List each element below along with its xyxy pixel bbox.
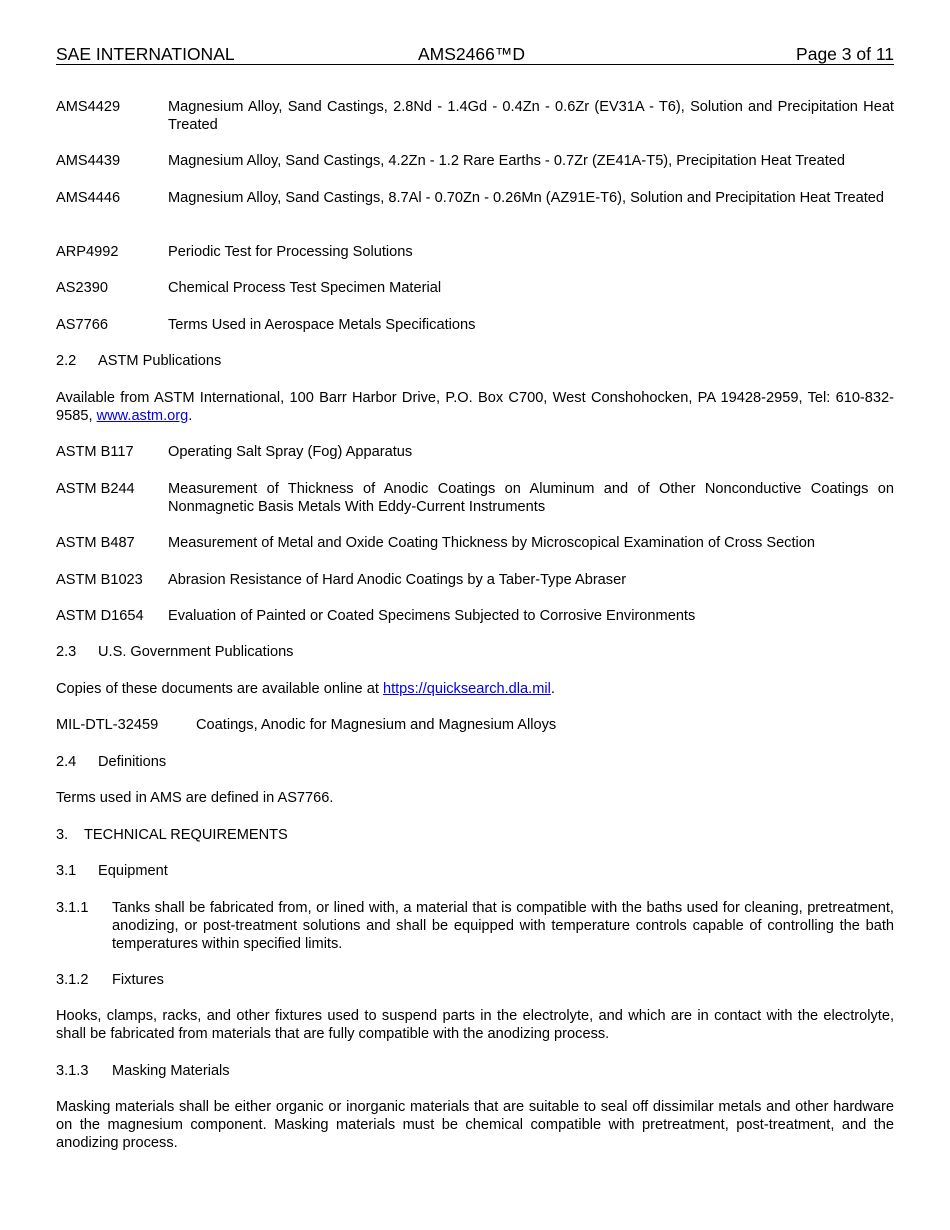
reference-title: Coatings, Anodic for Magnesium and Magnesium Alloys xyxy=(196,717,557,733)
fixtures-paragraph: Hooks, clamps, racks, and other fixtures used to suspend parts in the electrolyte, and which are in contact with the electrolyte, shall be fabricated from materials that are fully compatible with the anodizing process. xyxy=(56,1008,894,1042)
header-page-number: Page 3 of 11 xyxy=(796,44,894,64)
paragraph-text: Tanks shall be fabricated from, or lined with, a material that is compatible with the baths used for cleaning, pretreatment, anodizing, or post-treatment solutions and shall be equipped with temperature controls capable of controlling the bath temperatures within specified limits. xyxy=(112,900,894,952)
section-title: Masking Materials xyxy=(112,1063,230,1079)
reference-title: Periodic Test for Processing Solutions xyxy=(168,244,413,260)
reference-entry xyxy=(56,279,894,297)
reference-title: Chemical Process Test Specimen Material xyxy=(168,280,442,296)
reference-code: AS2390 xyxy=(56,280,108,296)
reference-entry xyxy=(56,243,894,261)
reference-code: MIL-DTL-32459 xyxy=(56,717,159,733)
reference-code: ARP4992 xyxy=(56,244,119,260)
section-number: 2.3 xyxy=(56,644,77,660)
section-title: TECHNICAL REQUIREMENTS xyxy=(84,827,288,843)
trailing-period: . xyxy=(550,681,555,697)
section-number: 3.1.3 xyxy=(56,1063,89,1079)
trailing-period: . xyxy=(188,408,193,424)
section-number: 2.4 xyxy=(56,754,77,770)
reference-code: ASTM D1654 xyxy=(56,608,144,624)
section-heading-3-1 xyxy=(56,862,894,880)
reference-entry xyxy=(56,152,894,170)
reference-entry xyxy=(56,189,894,207)
section-3-1-1-paragraph xyxy=(56,899,894,953)
reference-entry xyxy=(56,571,894,589)
reference-code: AMS4439 xyxy=(56,153,121,169)
reference-title: Magnesium Alloy, Sand Castings, 2.8Nd - 1.4Gd - 0.4Zn - 0.6Zr (EV31A - T6), Solution and Precipitation Heat Treated xyxy=(168,99,894,133)
section-number: 3.1.2 xyxy=(56,972,89,988)
availability-text: Available from ASTM International, 100 Barr Harbor Drive, P.O. Box C700, West Conshohocken, PA 19428-2959, Tel: 610-832-9585, xyxy=(56,390,894,424)
section-title: ASTM Publications xyxy=(98,353,222,369)
reference-code: AMS4429 xyxy=(56,99,121,115)
reference-code: AS7766 xyxy=(56,317,108,333)
section-heading-3 xyxy=(56,826,894,844)
section-heading-2-3 xyxy=(56,643,894,661)
page-header xyxy=(56,44,894,65)
reference-entry xyxy=(56,480,894,516)
section-title: Fixtures xyxy=(112,972,164,988)
section-heading-3-1-2 xyxy=(56,971,894,989)
section-title: U.S. Government Publications xyxy=(98,644,294,660)
section-number: 3. xyxy=(56,827,69,843)
section-heading-2-2 xyxy=(56,352,894,370)
reference-title: Magnesium Alloy, Sand Castings, 4.2Zn - 1.2 Rare Earths - 0.7Zr (ZE41A-T5), Precipitation Heat Treated xyxy=(168,153,846,169)
reference-code: ASTM B244 xyxy=(56,481,135,497)
section-number: 3.1.1 xyxy=(56,900,89,916)
reference-entry xyxy=(56,607,894,625)
masking-materials-paragraph: Masking materials shall be either organic or inorganic materials that are suitable to seal off dissimilar metals and other hardware on the magnesium component. Masking materials must be chemical compatible with pretreatment, post-treatment, and the anodizing process. xyxy=(56,1099,894,1151)
reference-title: Terms Used in Aerospace Metals Specifications xyxy=(168,317,476,333)
reference-entry xyxy=(56,98,894,134)
section-title: Equipment xyxy=(98,863,168,879)
reference-entry xyxy=(56,443,894,461)
reference-code: ASTM B487 xyxy=(56,535,135,551)
reference-title: Measurement of Metal and Oxide Coating Thickness by Microscopical Examination of Cross Section xyxy=(168,535,816,551)
reference-title: Operating Salt Spray (Fog) Apparatus xyxy=(168,444,413,460)
reference-entry xyxy=(56,534,894,552)
section-title: Definitions xyxy=(98,754,167,770)
reference-code: ASTM B117 xyxy=(56,444,134,460)
reference-code: ASTM B1023 xyxy=(56,572,143,588)
government-availability-paragraph xyxy=(56,680,894,698)
quicksearch-link[interactable]: https://quicksearch.dla.mil xyxy=(382,681,551,697)
section-heading-3-1-3 xyxy=(56,1062,894,1080)
reference-code: AMS4446 xyxy=(56,190,121,206)
astm-availability-paragraph xyxy=(56,389,894,425)
reference-title: Measurement of Thickness of Anodic Coatings on Aluminum and of Other Nonconductive Coatings on Nonmagnetic Basis Metals With Eddy-Current Instruments xyxy=(168,481,894,515)
astm-website-link[interactable]: www.astm.org xyxy=(96,408,189,424)
reference-title: Magnesium Alloy, Sand Castings, 8.7Al - 0.70Zn - 0.26Mn (AZ91E-T6), Solution and Precipitation Heat Treated xyxy=(168,190,884,206)
section-number: 3.1 xyxy=(56,863,77,879)
availability-text: Copies of these documents are available online at xyxy=(56,681,383,697)
section-heading-2-4 xyxy=(56,753,894,771)
definitions-paragraph: Terms used in AMS are defined in AS7766. xyxy=(56,790,334,806)
reference-entry xyxy=(56,716,894,734)
reference-entry xyxy=(56,316,894,334)
reference-title: Abrasion Resistance of Hard Anodic Coatings by a Taber-Type Abraser xyxy=(168,572,627,588)
header-doc-id: AMS2466™D xyxy=(418,44,525,64)
section-number: 2.2 xyxy=(56,353,77,369)
header-org: SAE INTERNATIONAL xyxy=(56,44,235,64)
reference-title: Evaluation of Painted or Coated Specimens Subjected to Corrosive Environments xyxy=(168,608,696,624)
